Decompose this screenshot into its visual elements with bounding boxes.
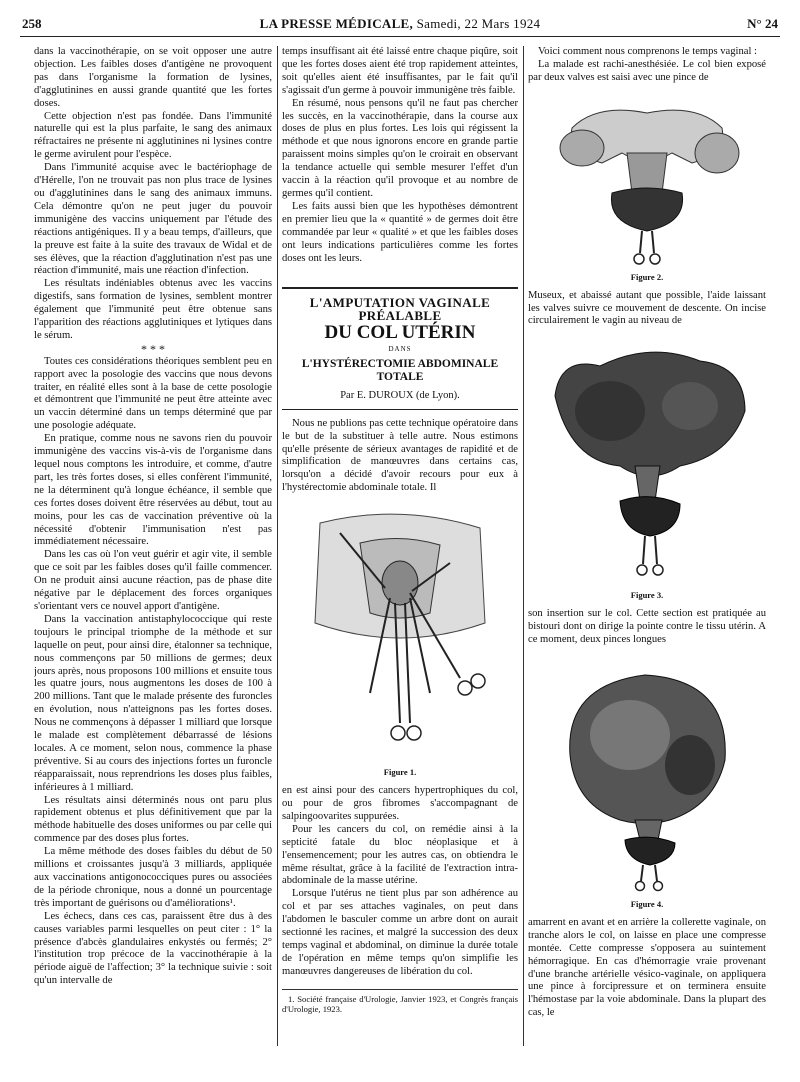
paragraph: La malade est rachi-anesthésiée. Le col bien exposé par deux valves est saisi avec une pince de [528,58,766,83]
paragraph: Les résultats indéniables obtenus avec les vaccins digestifs, sans formation de lysines, semblent montrer également que l'immunité peut être obtenue sans l'apparition des réactions agglutiniques et lytiques dans le sérum. [34,278,272,341]
paragraph: En pratique, comme nous ne savons rien du pouvoir immunigène des vaccins vis-à-vis de l'organisme dans lequel nous comptons les introduire, et comme, d'autre part, les très fortes doses, si elles confèrent l'immunité, ne la déterminent qu'à longue échéance, il semble que ces fortes doses doivent être réservées au début, tout au moins, pour les cas de vaccination préventive où la nécessité d'obtenir l'immunisation n'est pas immédiatement nécessaire. [34,433,272,548]
paragraph: La même méthode des doses faibles du début de 50 millions et croissantes jusqu'à 3 milliards, appliquée aux vaccinations antigonococciques pures ou associées de la période chronique, nous a donné un pourcentage très important de guérisons ou d'améliorations¹. [34,846,272,909]
article-title-line4: L'HYSTÉRECTOMIE ABDOMINALE TOTALE [301,358,499,383]
paragraph: Les résultats ainsi déterminés nous ont paru plus rapidement obtenus et plus définitivement que par la méthode habituelle des doses uniformes ou par celle qui commence par des doses plus fortes. [34,794,272,845]
paragraph: temps insuffisant ait été laissé entre chaque piqûre, soit que les fortes doses aient été trop rapidement atteintes, soit qu'elles aient été insuffisantes, par le fait qu'il s'agissait d'un germe à pouvoir immunigène très faible. [282,46,518,96]
paragraph: amarrent en avant et en arrière la collerette vaginale, on tranche alors le col, on laisse en place une compresse montée. Cette compresse s'opposera au suintement hémorragique. En cas d'hémorragie vraie provenant d'une branche artérielle vésico-vaginale, on appliquera une pince à forcipressure et on terminera ensuite l'hémostase par la voie abdominale. Dans la plupart des cas, le [528,916,766,1019]
column-left [34,46,272,1046]
paragraph: dans la vaccinothérapie, on se voit opposer une autre objection. Les faibles doses d'antigène ne provoquent pas dans l'organisme la formation de lysines, d'agglutinines en aussi grande quantité que les fortes doses. [34,46,272,109]
figure-4 [528,655,766,911]
uterus-illustration-3 [540,336,755,586]
article-title-line1: L'AMPUTATION VAGINALE PRÉALABLE [309,295,491,324]
paragraph: Museux, et abaissé autant que possible, l'aide laissant les valves suivre ce mouvement de descente. On incise circulairement le vagin au niveau de [528,289,766,327]
paragraph: Voici comment nous comprenons le temps vaginal : [538,46,757,57]
article-byline: Par E. DUROUX (de Lyon). [340,389,460,401]
surgical-illustration-1 [300,503,500,763]
paragraph: Les faits aussi bien que les hypothèses démontrent en premier lieu que la « quantité » de germes doit être commandée par leur « qualité » et que les faibles doses ont leurs indications particulières comme les fortes doses ont les leurs. [282,200,518,264]
issue-date: Samedi, 22 Mars 1924 [416,16,541,31]
page-header [20,14,780,37]
column-right [528,46,766,1046]
paragraph: Lorsque l'utérus ne tient plus par son adhérence au col et par ses attaches vaginales, on peut dans l'abdomen le basculer comme un arbre dont on aurait sectionné les racines, et malgré la succession des deux temps vaginal et abdominal, on diminue la durée totale de l'opération en même temps qu'on simplifie les manœuvres dangereuses de libération du col. [282,888,518,977]
paragraph: Cette objection n'est pas fondée. Dans l'immunité naturelle qui est la plus parfaite, le sang des animaux réfractaires ne présente ni agglutinines ni lysines contre le germe avirulent pour l'espèce. [34,110,272,161]
uterus-illustration-4 [540,655,755,895]
paragraph: Dans l'immunité acquise avec le bactériophage de d'Hérelle, l'on ne trouvait pas non plus trace de lysines ou d'agglutinines dans le sang des animaux immuns. Cela démontre qu'on ne peut juger du pouvoir immunigène des vaccins uniquement par l'étude des réactions antigéniques. Il y a beau temps, d'ailleurs, que la preuve est faite à la suite des travaux de Widal et de ses élèves, que la réaction d'agglutination n'est pas une réaction d'immunité, mais une réaction d'infection. [34,162,272,277]
paragraph: Toutes ces considérations théoriques semblent peu en rapport avec la posologie des vaccins que nous devons traiter, en réalité elles sont à la base de cette posologie et démontrent que l'immunité ne peut être atteinte avec un vaccin déterminé dans un temps déterminé que par une posologie adéquate. [34,355,272,432]
figure-4-caption: Figure 4. [630,898,664,909]
article-title-block [282,287,518,409]
page-number: 258 [22,16,42,31]
article-title-line3: DANS [388,345,412,354]
column-middle [282,46,518,1046]
figure-2-caption: Figure 2. [630,271,664,282]
paragraph: en est ainsi pour des cancers hypertrophiques du col, ou pour de gros fibromes s'accompagnant de salpingoovarites suppurées. [282,785,518,822]
uterus-illustration-2 [542,93,752,268]
paragraph: Pour les cancers du col, on remédie ainsi à la septicité fatale du bloc néoplasique et à l'ensemencement; pour les autres cas, on obtiendra le même résultat, grâce à la facilité de l'extraction intra-abdominale de la masse utérine. [282,823,518,887]
running-head [20,16,780,32]
column-rule [277,46,278,1046]
footnote: 1. Société française d'Urologie, Janvier 1923, et Congrès français d'Urologie, 1923. [282,989,518,1015]
paragraph: Nous ne publions pas cette technique opératoire dans le but de la substituer à telle autre. Nous estimons qu'elle présente de sérieux avantages de rapidité et de simplification de manœuvres dans certains cas, lorsqu'on a décidé d'avoir recours pour eux à l'hystérectomie abdominale totale. Il [282,417,518,494]
paragraph: Les échecs, dans ces cas, paraissent être dus à des causes variables parmi lesquelles on peut citer : 1° la présence d'abcès glandulaires enkystés ou fermés; 2° l'institution trop précoce de la vaccinothérapie à la période aiguë de l'affection; 3° la technique suivie : soit qu'un intervalle de [34,910,272,987]
issue-number: N° 24 [747,16,778,31]
paragraph: Dans la vaccination antistaphylococcique qui reste toujours le principal triomphe de la méthode et sur laquelle on peut, pour ainsi dire, étalonner sa technique, nous commençons par 50 millions de germes; deux jours après, nous proposons 100 millions et ensuite tous les quatre jours, nous augmentons les doses de 100 à 200 millions. Tant que le malade présente des furoncles en évolution, nous n'atteignons pas les fortes doses. Nous ne commençons à dépasser 1 milliard que lorsque le malade est complètement débarrassé de lésions locales. A ce moment, selon nous, commence la phase préventive. Si au cours des injections fortes un furoncle réapparaissait, nous reprendrions les doses plus faibles, inférieures à 1 milliard. [34,613,272,793]
figure-3-caption: Figure 3. [630,590,664,601]
paragraph: son insertion sur le col. Cette section est pratiquée au bistouri dont on dirige la pointe contre le tissu utérin. A ce moment, deux pinces longues [528,608,766,646]
figure-3 [528,336,766,602]
paragraph: Dans les cas où l'on veut guérir et agir vite, il semble que ce soit par les faibles doses qu'il faille commencer. On ne produit ainsi aucune réaction, pas de phase dite négative par le déplacement des forces organiques s'orientant vers ce nouvel apport d'antigène. [34,549,272,612]
figure-1 [282,503,518,779]
paragraph: En résumé, nous pensons qu'il ne faut pas chercher les succès, en la vaccinothérapie, dans la course aux doses de plus en plus fortes. Les lois qui régissent la méthode et que nous ignorons encore en grande partie paraissent moins simples qu'on le croirait en observant la tendance actuelle qui semble mesurer l'effet d'un vaccin à la réaction qu'il provoque et au nombre de germes qu'il contient. [282,97,518,199]
article-title-line2: DU COL UTÉRIN [324,322,476,344]
section-separator: * * * [141,341,165,356]
figure-2 [528,93,766,284]
column-rule [523,46,524,1046]
journal-name: LA PRESSE MÉDICALE, [259,16,414,31]
figure-1-caption: Figure 1. [383,767,417,778]
